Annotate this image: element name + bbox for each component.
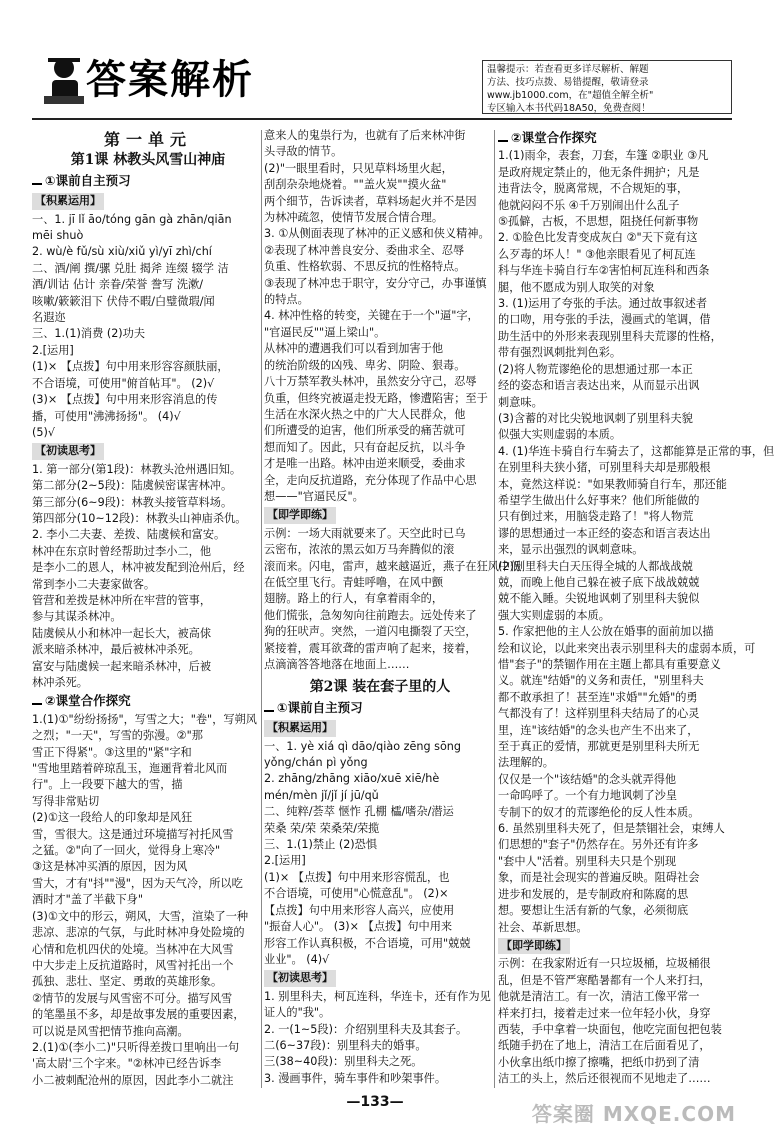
text-line: 科与华连卡骑自行车②害怕柯瓦连科和西条	[498, 264, 710, 278]
text-line: 可以说是风雪把情节推向高潮。	[32, 1024, 189, 1038]
tip-line: 方法、技巧点拨、易错提醒，敬请登录	[487, 77, 649, 88]
subsection-tag: 【积累运用】	[32, 193, 104, 209]
answer-block	[264, 989, 496, 1087]
text-line: 业业"。 (4)√	[264, 952, 330, 966]
tip-box	[482, 60, 732, 114]
text-line: 的特点。	[264, 293, 309, 307]
text-line: yǒng/chán pì yǒng	[264, 756, 368, 770]
text-line: 3. ①从侧面表现了林冲的正义感和侠义精神。	[264, 227, 490, 241]
answer-block	[498, 148, 774, 936]
text-line: 2. zhāng/zhāng xiāo/xuē xiē/hè	[264, 772, 440, 786]
text-line: "雪地里踏着碎琼乱玉，迤逦背着北风而	[32, 762, 228, 776]
text-line: 头寻敌的情节。	[264, 145, 343, 159]
text-line: 示例：在我家附近有一只垃圾桶，垃圾桶很	[498, 957, 711, 971]
answer-block	[32, 212, 264, 442]
text-line: 本，竟然这样说："如果教师骑自行车，那还能	[498, 477, 727, 491]
tip-line: www.jb1000.com，在"超值全解全析"	[487, 90, 654, 101]
text-line: 专制下的奴才的荒谬绝伦的反人性本质。	[498, 805, 700, 819]
text-line: ②表现了林冲善良安分、委曲求全、忍辱	[264, 243, 465, 257]
text-line: 证人的"我"。	[264, 1006, 331, 1020]
section-icon	[32, 695, 42, 705]
text-line: 4. 林冲性格的转变，关键在于一个"逼"字，	[264, 309, 479, 323]
text-line: 洁工的头上，然后还很视而不见地走了……	[498, 1072, 711, 1086]
text-line: 5. 作家把他的主人公放在婚事的面前加以描	[498, 625, 714, 639]
text-line: 孤独、悲壮、坚定、勇敢的英雄形象。	[32, 975, 223, 989]
text-line: 纸随手扔在了地上，清洁工在后面看见了，	[498, 1039, 711, 1053]
text-line: 八十万禁军教头林冲，虽然安分守己，忍辱	[264, 375, 477, 389]
text-line: 之猛。②"向了一回火，觉得身上寒冷"	[32, 844, 221, 858]
text-line: 1. 第一部分(第1段)：林教头沧州遇旧知。	[32, 462, 242, 476]
text-line: 酒/训诂 佔计 亲眷/荣誉 誊写 洗漱/	[32, 278, 203, 292]
text-line: 经的姿态和语言表达出来，从而显示出讽	[498, 379, 700, 393]
text-line: 3. 漫画事件，骑车事件和吵架事件。	[264, 1071, 447, 1085]
lesson-title: 第2课 装在套子里的人	[309, 679, 451, 696]
text-line: '高太尉'三个字来。"②林冲已经告诉李	[32, 1057, 222, 1071]
text-line: 绘和议论，以此来突出表示别里科夫的虚弱本质，可	[498, 641, 756, 655]
text-line: "套中人"活着。别里科夫只是个别现	[498, 854, 677, 868]
text-line: 之烈；"一天"，写雪的弥漫。②"那	[32, 729, 203, 743]
text-line: 带有强烈讽刺批判色彩。	[498, 346, 622, 360]
section-heading: ①课前自主预习	[32, 173, 264, 189]
text-line: 是政府规定禁止的，他无条件拥护；凡是	[498, 165, 700, 179]
text-line: 咳嗽/簌簌泪下 伏侍不暇/白璧微瑕/闻	[32, 294, 215, 308]
subsection-tag: 【初读思考】	[264, 970, 336, 986]
text-line: 2.[运用]	[264, 854, 306, 868]
text-line: 悲凉、悲凉的气氛，与此时林冲身处险境的	[32, 926, 245, 940]
text-line: 一、1. yè xiá qì dāo/qiào zēng sōng	[264, 739, 461, 753]
answer-block	[498, 956, 730, 1087]
text-line: (1)× 【点拨】句中用来形容容颜肤丽，	[32, 360, 229, 374]
text-line: 参与其谋杀林冲。	[32, 610, 122, 624]
text-line: 荣桑 荣/荣 荣桑荣/荣揽	[264, 821, 380, 835]
text-line: 来，显示出强烈的讽刺意味。	[498, 543, 644, 557]
text-line: 雪正下得紧"。③这里的"紧"字和	[32, 745, 192, 759]
text-line: 6. 虽然别里科夫死了，但是禁锢社会，束缚人	[498, 822, 725, 836]
text-line: (2)①这一段给人的印象却是风狂	[32, 811, 193, 825]
text-line: 一、1. jī lǐ āo/tóng gān gà zhān/qiān	[32, 212, 232, 226]
text-line: 派来暗杀林冲，最后被林冲杀死。	[32, 643, 200, 657]
text-line: 强大实则虚弱的本质。	[498, 608, 610, 622]
text-line: 林冲杀死。	[32, 676, 88, 689]
text-line: "官逼民反""逼上梁山"。	[264, 325, 386, 339]
text-line: 惜"套子"的禁锢作用在主题上都具有重要意义	[498, 658, 721, 671]
text-line: 林冲在东京时曾经帮助过李小二，他	[32, 544, 212, 558]
text-line: 样来打扫，接着走过来一位年轻小伙，身穿	[498, 1006, 711, 1020]
text-line: 至于真正的爱情，那就更是别里科夫所无	[498, 740, 700, 754]
answer-block	[264, 526, 522, 674]
banner-title: 答案解析	[86, 56, 254, 103]
answer-block	[32, 462, 264, 692]
text-line: 名遐迩	[32, 311, 66, 325]
subsection-tag: 【积累运用】	[264, 720, 336, 736]
text-line: 社会、革新思想。	[498, 920, 588, 934]
text-line: 紧接着，震耳欲聋的雷声响了起来，接着，	[264, 641, 477, 655]
lesson-title: 第1课 林教头风雪山神庙	[70, 152, 226, 169]
text-line: 全，走向反抗道路，充分体现了作品中心思	[264, 473, 477, 487]
text-line: mēi shuò	[32, 229, 84, 243]
text-line: 示例：一场大雨就要来了。天空此时已乌	[264, 526, 466, 540]
text-line: 进步和发展的，是专制政府和陈腐的思	[498, 887, 689, 901]
text-line: 2. ①脸色比发青变成灰白 ②"天下竟有这	[498, 231, 698, 245]
text-line: 意来人的鬼祟行为，也就有了后来林冲街	[264, 129, 466, 142]
text-line: 从林冲的遭遇我们可以看到加害于他	[264, 342, 444, 356]
text-line: 在低空里飞行。青蛙呼噜，在风中颤	[264, 575, 444, 589]
text-line: 仅仅是一个"该结婚"的念头就弄得他	[498, 772, 677, 786]
text-line: 2. wù/è fǔ/sù xiù/xiǔ yì/yī zhì/chí	[32, 245, 212, 259]
section-heading: ②课堂合作探究	[498, 130, 730, 146]
section-heading: ①课前自主预习	[264, 700, 496, 716]
subsection-tag: 【初读思考】	[32, 443, 104, 459]
text-line: 小二被刺配沧州的原因，因此李小二就注	[32, 1073, 234, 1087]
text-line: 兢，而晚上他自己躲在被子底下战战兢兢	[498, 575, 700, 589]
text-line: mén/mèn jǐ/jǐ jí jū/qǔ	[264, 788, 379, 802]
text-line: 三、1.(1)消费 (2)功夫	[32, 327, 146, 341]
text-line: 违背法令，脱离常规，不合规矩的事，	[498, 182, 689, 196]
text-line: ③表现了林冲忠于职守，安分守己，办事谨慎	[264, 276, 487, 290]
reader-figure-icon	[42, 52, 90, 112]
subsection-tag: 【即学即练】	[498, 938, 570, 954]
section-icon	[32, 175, 42, 185]
text-line: 第二部分(2~5段)：陆虞候密谋害林冲。	[32, 479, 233, 493]
text-line: 形容工作认真积极，不合语境，可用"兢兢	[264, 936, 471, 950]
unit-title: 第一单元	[103, 130, 192, 149]
text-line: 义。就连"结婚"的义务和责任，"别里科夫	[498, 674, 704, 688]
text-line: 生活在水深火热之中的广大人民群众，他	[264, 407, 466, 421]
text-line: 谬的思想通过一本正经的姿态和语言表达出	[498, 526, 711, 540]
text-line: 2.(1)①(李小二)"只听得差拨口里响出一句	[32, 1040, 240, 1054]
text-line: 【点拨】句中用来形容人高兴，应使用	[264, 903, 455, 917]
text-line: 刺意味。	[498, 395, 543, 409]
text-line: 希望学生做出什么好事来？他们所能做的	[498, 493, 700, 507]
text-line: 管营和差拨是林冲所在牢营的管事，	[32, 593, 212, 607]
text-line: 似强大实则虚弱的本质。	[498, 428, 622, 442]
text-line: 两个细节，告诉读者，草料场起火并不是因	[264, 194, 477, 208]
text-line: 第三部分(6~9段)：林教头接管草料场。	[32, 495, 233, 509]
text-line: 心情和危机四伏的处境。当林冲在大风雪	[32, 942, 234, 956]
page-number: —133—	[346, 1094, 404, 1110]
text-line: ②情节的发展与风雪密不可分。描写风雪	[32, 991, 233, 1005]
section-icon	[264, 702, 274, 712]
text-line: 三、1.(1)禁止 (2)恐惧	[264, 838, 378, 852]
text-line: 都不敢承担了！甚至连"求婚""允婚"的勇	[498, 690, 698, 704]
text-line: 想而知了。因此，只有奋起反抗，以斗争	[264, 440, 466, 454]
text-line: (2)"一眼里看时，只见草料场里火起，	[264, 161, 453, 175]
text-line: 二(6~37段)：别里科夫的婚事。	[264, 1038, 427, 1052]
header-rule	[32, 118, 732, 120]
text-line: (1)× 【点拨】句中用来形容慌乱，也	[264, 870, 450, 884]
text-line: (2)将人物荒谬绝伦的思想通过那一本正	[498, 362, 693, 376]
text-line: 2.[运用]	[32, 343, 74, 357]
text-line: "振奋人心"。 (3)× 【点拨】句中用来	[264, 920, 453, 934]
answer-block	[264, 739, 496, 969]
text-line: (3)含蓄的对比尖锐地讽刺了别里科夫貌	[498, 411, 693, 425]
text-line: 常到李小二夫妻家做客。	[32, 577, 156, 591]
text-line: 播，可使用"沸沸扬扬"。 (4)√	[32, 409, 181, 423]
text-line: (5)√	[32, 425, 55, 439]
text-line: 乱，但是不管严寒酷暑都有一个人来打扫，	[498, 973, 711, 987]
text-line: 法理解的。	[498, 756, 554, 770]
text-line: 他就是清洁工。有一次，清洁工像平常一	[498, 990, 700, 1004]
text-line: 第四部分(10~12段)：林教头山神庙杀仇。	[32, 511, 247, 525]
section-icon	[498, 132, 508, 142]
text-line: 么歹毒的坏人！" ③他亲眼看见了柯瓦连	[498, 247, 696, 261]
column-1	[32, 128, 264, 1090]
text-line: 才是唯一出路。林冲由逆来顺受，委曲求	[264, 457, 466, 471]
text-line: (3)× 【点拨】句中用来形容消息的传	[32, 393, 218, 407]
watermark: 答案圈 MXQE.COM	[531, 1102, 736, 1126]
text-line: 不合语境，可使用"心慌意乱"。 (2)×	[264, 887, 449, 901]
text-line: (3)①文中的形云，朔风，大雪，渲染了一种	[32, 909, 249, 923]
tip-line: 专区输入本书代码18A50，免费查阅！	[487, 103, 651, 114]
text-line: 1. 别里科夫，柯瓦连科，华连卡，还有作为见	[264, 989, 491, 1003]
text-line: 富安与陆虞候一起来暗杀林冲，后被	[32, 659, 212, 673]
text-line: 为林冲疏忽，使情节发展合情合理。	[264, 211, 444, 225]
text-line: 中大步走上反抗道路时，风雪衬托出一个	[32, 958, 234, 972]
text-line: 二、酒/阐 撰/骡 兑肚 揭斧 连缀 辍学 洁	[32, 261, 229, 275]
text-line: 助生活中的外形来表现别里科夫荒谬的性格，	[498, 329, 722, 343]
text-line: 在别里科夫狭小猪，可别里科夫却是那般根	[498, 461, 711, 475]
answer-block	[32, 712, 264, 1089]
text-line: 不合语境，可使用"俯首帖耳"。 (2)√	[32, 376, 215, 390]
text-line: 西装，手中拿着一块面包，他吃完面包把包装	[498, 1022, 722, 1036]
text-line: 的笔墨虽不多，却是故事发展的重要因素，	[32, 1008, 245, 1022]
text-line: 二、纯粹/荟萃 惬怍 孔棚 櫺/嗜杂/潜运	[264, 805, 454, 819]
text-line: 的统治阶级的凶残、卑劣、阴险、狠毒。	[264, 358, 466, 372]
text-line: 狗的狂吠声。突然，一道闪电撕裂了天空，	[264, 625, 477, 639]
tip-line: 温馨提示：若查看更多详尽解析、解题	[487, 64, 649, 75]
text-line: 点滴滴答答地落在地面上……	[264, 658, 410, 671]
text-line: 翅膀。路上的行人，有拿着雨伞的，	[264, 592, 444, 606]
text-line: ⑤孤僻，古板，不思想，阻挠任何新事物	[498, 215, 699, 229]
text-line: 雪大，才有"抖""漫"，因为天气冷，所以吃	[32, 876, 243, 890]
text-line: 想。要想让生活有新的气象，必须彻底	[498, 904, 689, 918]
text-line: 他就闷闷不乐 ④千万别闹出什么乱子	[498, 198, 680, 212]
text-line: 负重、性格软弱、不思反抗的性格特点。	[264, 260, 466, 274]
text-line: 三(38~40段)：别里科夫之死。	[264, 1055, 423, 1069]
text-line: 1.(1)雨伞，表套，刀套，车篷 ②职业 ③凡	[498, 149, 709, 163]
text-line: 里，连"该结婚"的念头也产生不出来了，	[498, 723, 699, 737]
text-line: 雪，雪很大。这是通过环境描写衬托风雪	[32, 827, 234, 841]
section-heading: ②课堂合作探究	[32, 693, 264, 709]
text-line: 的口吻，用夸张的手法，漫画式的笔调，借	[498, 313, 711, 327]
text-line: 4. (1)华连卡骑自行车骑去了，这都能算是正常的事，但	[498, 444, 774, 458]
text-line: 气都没有了！这样别里科夫结局了的心灵	[498, 707, 700, 721]
text-line: 小伙拿出纸巾擦了擦嘴，把纸巾扔到了清	[498, 1055, 700, 1069]
text-line: 陆虞候从小和林冲一起长大，被高俅	[32, 626, 212, 640]
text-line: 2. 一(1~5段)：介绍别里科夫及其套子。	[264, 1022, 468, 1036]
page-header	[0, 0, 750, 118]
subsection-tag: 【即学即练】	[264, 507, 336, 523]
text-line: 2. 李小二夫妻、差拨、陆虞候和富安。	[32, 528, 226, 542]
text-line: 他们慌张，急匆匆向往前跑去。远处传来了	[264, 608, 477, 622]
column-3	[498, 128, 774, 1090]
text-line: 刮刮杂杂地烧着。""盖火炭""摸火盆"	[264, 178, 447, 192]
text-line: 云密布，浓浓的黑云如万马奔腾似的滚	[264, 543, 455, 557]
text-line: (2)别里科夫白天压得全城的人都战战兢	[498, 559, 693, 573]
text-line: 1.(1)①"纷纷扬扬"，写雪之大；"卷"，写朔风	[32, 712, 257, 726]
text-line: 象，而是社会现实的普遍反映。阻碍社会	[498, 871, 700, 885]
text-line: 腿，他不愿成为别人取笑的对象	[498, 280, 655, 294]
text-line: 负重，但终究被逼走投无路，惨遭陷害；至于	[264, 391, 488, 405]
text-line: 酒时才"盖了半截下身"	[32, 893, 143, 907]
text-line: 想——"官逼民反"。	[264, 489, 364, 503]
text-line: 只有倒过来，用脑袋走路了！"将人物荒	[498, 510, 694, 524]
text-line: ③这是林冲买酒的原因，因为风	[32, 860, 188, 874]
answer-block	[264, 128, 496, 505]
text-line: 行"。上一段要下越大的雪，描	[32, 778, 183, 792]
text-line: 兢不能入睡。尖锐地讽刺了别里科夫貌似	[498, 592, 700, 606]
text-line: 们思想的"套子"仍然存在。另外还有许多	[498, 838, 699, 852]
text-line: 是李小二的恩人，林冲被发配到沧州后，经	[32, 561, 245, 575]
text-line: 一命呜呼了。一个有力地讽刺了沙皇	[498, 789, 678, 803]
text-line: 滚而来。闪电，雷声，越来越逼近，燕子在狂风中低	[264, 559, 522, 573]
text-line: 们所遭受的迫害，他们所承受的痛苦就可	[264, 424, 466, 438]
text-line: 写得非常贴切	[32, 794, 100, 808]
text-line: 3. (1)运用了夸张的手法。通过故事叙述者	[498, 297, 708, 311]
